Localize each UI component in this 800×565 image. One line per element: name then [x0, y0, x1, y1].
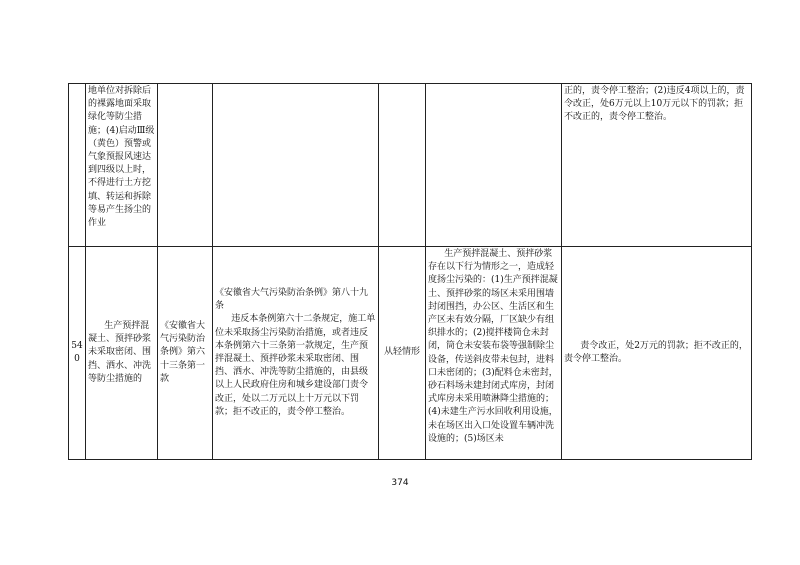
penalty-provision — [213, 247, 379, 460]
law-title: 《安徽省大气污染防治条例》第八十九条 — [215, 287, 369, 312]
legal-basis: 《安徽省大气污染防治条例》第六十三条第一款 — [158, 247, 213, 460]
page-number: 374 — [391, 478, 409, 488]
penalty-cell: 正的，责令停工整治；(2)违反4项以上的，责令改正，处6万元以上10万元以下的罚款；拒不改正的，责令停工整治。 — [562, 84, 752, 247]
table-row — [69, 247, 752, 460]
discretion-level: 从轻情形 — [379, 247, 426, 460]
item-number: 540 — [69, 247, 86, 460]
violation-item: 生产预拌混凝土、预拌砂浆未采取密闭、围挡、洒水、冲洗等防尘措施的 — [86, 247, 158, 460]
circumstance-text: 生产预拌混凝土、预拌砂浆存在以下行为情形之一，造成轻度扬尘污染的：(1)生产预拌混凝土、预拌砂浆的场区未采用围墙封闭围挡，办公区、生活区和生产区未有效分隔，厂区缺少有组织排水的；(2)搅拌楼筒仓未封闭，筒仓未安装布袋等强制除尘设备，传送斜皮带未包封，进料口未密闭的；(3)配料仓未密封，砂石料场未建封闭式库房，封闭式库房未采用喷淋降尘措施的；(4)未建生产污水回收利用设施，未在场区出入口处设置车辆冲洗设施的；(5)场区未 — [426, 247, 562, 460]
item-cell: 地单位对拆除后的裸露地面采取绿化等防尘措施；(4)启动Ⅲ级（黄色）预警或气象预报风速达到四级以上时，不得进行土方挖填、转运和拆除等易产生扬尘的作业 — [86, 84, 158, 247]
circumstance-cell — [426, 84, 562, 247]
regulation-table — [68, 83, 752, 460]
penalty-standard: 责令改正，处2万元的罚款；拒不改正的，责令停工整治。 — [562, 247, 752, 460]
table-row — [69, 84, 752, 247]
basis-cell — [158, 84, 213, 247]
law-text: 违反本条例第六十二条规定，施工单位未采取扬尘污染防治措施，或者违反本条例第六十三条第一款规定，生产预拌混凝土、预拌砂浆未采取密闭、围挡、洒水、冲洗等防尘措施的，由县级以上人民政府住房和城乡建设部门责令改正，处以二万元以上十万元以下罚款；拒不改正的，责令停工整治。 — [215, 314, 376, 417]
number-cell — [69, 84, 86, 247]
law-cell — [213, 84, 379, 247]
level-cell — [379, 84, 426, 247]
